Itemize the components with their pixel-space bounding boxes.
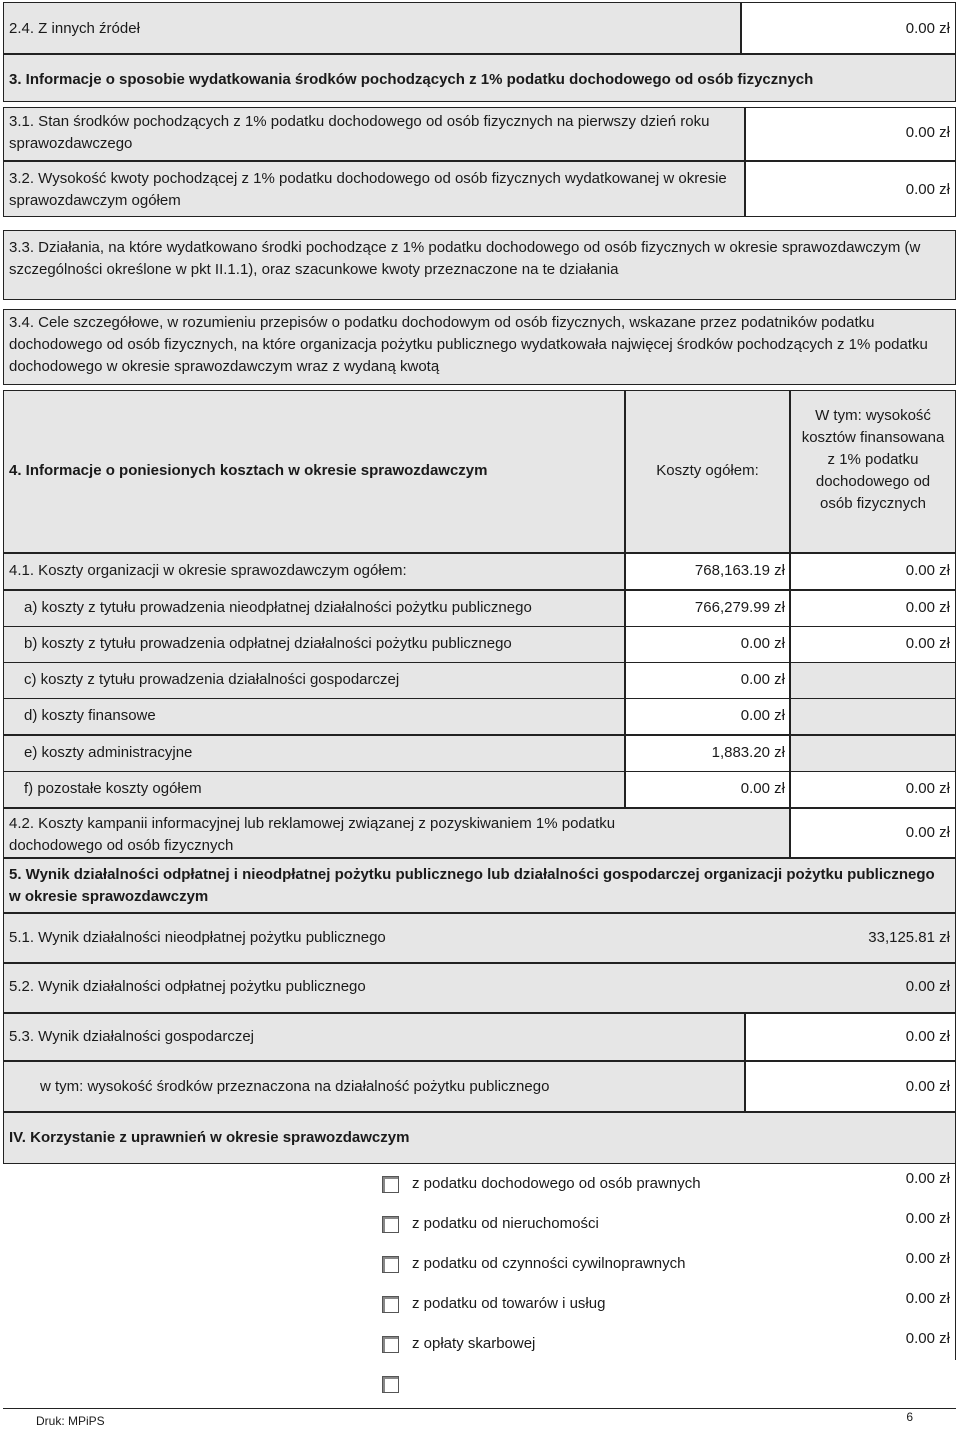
footer-page-number: 6 xyxy=(906,1410,913,1424)
exemption-checkbox-4[interactable] xyxy=(382,1336,399,1353)
cost-row-4-total: 0.00 zł xyxy=(740,707,785,724)
exemption-checkbox-3[interactable] xyxy=(382,1296,399,1313)
col-header-total: Koszty ogółem: xyxy=(656,462,759,479)
section-3-title: 3. Informacje o sposobie wydatkowania środków pochodzących z 1% podatku dochodowego od osób fizycznych xyxy=(9,71,814,88)
cost-row-2-total: 0.00 zł xyxy=(740,635,785,652)
cost-row-5-total: 1,883.20 zł xyxy=(711,744,785,761)
exemption-label-4: z opłaty skarbowej xyxy=(412,1335,536,1352)
row-5-3-label: 5.3. Wynik działalności gospodarczej xyxy=(9,1028,254,1045)
row-5-2-label: 5.2. Wynik działalności odpłatnej pożytku publicznego xyxy=(9,978,366,995)
cost-row-0-total: 768,163.19 zł xyxy=(694,562,785,579)
cost-row-6-1pct: 0.00 zł xyxy=(905,780,950,797)
exemption-checkbox-0[interactable] xyxy=(382,1176,399,1193)
row-5-3-sub-value: 0.00 zł xyxy=(905,1078,950,1095)
cost-row-4-label: d) koszty finansowe xyxy=(24,707,156,724)
section-4-title: 4. Informacje o poniesionych kosztach w okresie sprawozdawczym xyxy=(9,462,488,479)
cost-row-3-1pct-cell xyxy=(790,662,956,699)
cost-row-4-1pct-cell xyxy=(790,698,956,735)
cost-row-2-1pct: 0.00 zł xyxy=(905,635,950,652)
row-3-3-label: 3.3. Działania, na które wydatkowano środki pochodzące z 1% podatku dochodowego od osób fizycznych w okresie sprawozdawczym (w szczególności określone w pkt II.1.1), oraz szacunkowe kwoty przeznaczone na te działania xyxy=(9,239,921,278)
cost-row-0-label: 4.1. Koszty organizacji w okresie sprawozdawczym ogółem: xyxy=(9,562,407,579)
cost-row-6-label: f) pozostałe koszty ogółem xyxy=(24,780,202,797)
exemption-checkbox-2[interactable] xyxy=(382,1256,399,1273)
exemption-label-3: z podatku od towarów i usług xyxy=(412,1295,606,1312)
row-2-4-label: 2.4. Z innych źródeł xyxy=(9,20,140,37)
exemption-label-0: z podatku dochodowego od osób prawnych xyxy=(412,1175,701,1192)
exemption-value-1: 0.00 zł xyxy=(905,1210,950,1227)
cost-row-1-1pct: 0.00 zł xyxy=(905,599,950,616)
exemption-checkbox-1[interactable] xyxy=(382,1216,399,1233)
row-5-3-sub-label: w tym: wysokość środków przeznaczona na działalność pożytku publicznego xyxy=(40,1078,550,1095)
row-5-1-label: 5.1. Wynik działalności nieodpłatnej pożytku publicznego xyxy=(9,929,386,946)
cost-row-5-label: e) koszty administracyjne xyxy=(24,744,193,761)
exemption-value-2: 0.00 zł xyxy=(905,1250,950,1267)
cost-row-5-1pct-cell xyxy=(790,735,956,772)
col-header-1pct: W tym: wysokość kosztów finansowana z 1% podatku dochodowego od osób fizycznych xyxy=(801,407,945,512)
row-3-2-label: 3.2. Wysokość kwoty pochodzącej z 1% podatku dochodowego od osób fizycznych wydatkowanej w okresie sprawozdawczym ogółem xyxy=(9,170,727,209)
cost-row-6-total: 0.00 zł xyxy=(740,780,785,797)
row-5-2-value: 0.00 zł xyxy=(905,978,950,995)
footer-print: Druk: MPiPS xyxy=(36,1414,105,1428)
footer-rule xyxy=(3,1408,956,1409)
cost-row-1-total: 766,279.99 zł xyxy=(694,599,785,616)
cost-row-2-label: b) koszty z tytułu prowadzenia odpłatnej działalności pożytku publicznego xyxy=(24,635,512,652)
section-IV-right-border xyxy=(955,1164,956,1360)
exemption-label-1: z podatku od nieruchomości xyxy=(412,1215,599,1232)
exemption-label-2: z podatku od czynności cywilnoprawnych xyxy=(412,1255,686,1272)
row-3-1-label: 3.1. Stan środków pochodzących z 1% podatku dochodowego od osób fizycznych na pierwszy dzień roku sprawozdawczego xyxy=(9,113,710,152)
row-2-4-value: 0.00 zł xyxy=(905,20,950,37)
row-4-2-value: 0.00 zł xyxy=(905,824,950,841)
cost-row-1-label: a) koszty z tytułu prowadzenia nieodpłatnej działalności pożytku publicznego xyxy=(24,599,532,616)
exemption-value-4: 0.00 zł xyxy=(905,1330,950,1347)
row-5-1-value: 33,125.81 zł xyxy=(868,929,950,946)
row-4-2-label: 4.2. Koszty kampanii informacyjnej lub reklamowej związanej z pozyskiwaniem 1% podatku dochodowego od osób fizycznych xyxy=(9,815,616,854)
exemption-checkbox-extra[interactable] xyxy=(382,1376,399,1393)
section-IV-title: IV. Korzystanie z uprawnień w okresie sprawozdawczym xyxy=(9,1129,410,1146)
row-5-3-value: 0.00 zł xyxy=(905,1028,950,1045)
exemption-value-0: 0.00 zł xyxy=(905,1170,950,1187)
row-3-2-value: 0.00 zł xyxy=(905,181,950,198)
cost-row-3-total: 0.00 zł xyxy=(740,671,785,688)
cost-row-0-1pct: 0.00 zł xyxy=(905,562,950,579)
section-5-title: 5. Wynik działalności odpłatnej i nieodpłatnej pożytku publicznego lub działalności gospodarczej organizacji pożytku publicznego w okresie sprawozdawczym xyxy=(9,866,935,905)
row-3-1-value: 0.00 zł xyxy=(905,124,950,141)
row-3-4-label: 3.4. Cele szczegółowe, w rozumieniu przepisów o podatku dochodowym od osób fizycznych, wskazane przez podatników podatku dochodowego od osób fizycznych, na które organizacja pożytku publicznego wydatkowała najwięcej środków pochodzących z 1% podatku dochodowego w okresie sprawozdawczym wraz z wydaną kwotą xyxy=(9,314,928,375)
cost-row-3-label: c) koszty z tytułu prowadzenia działalności gospodarczej xyxy=(24,671,400,688)
exemption-value-3: 0.00 zł xyxy=(905,1290,950,1307)
